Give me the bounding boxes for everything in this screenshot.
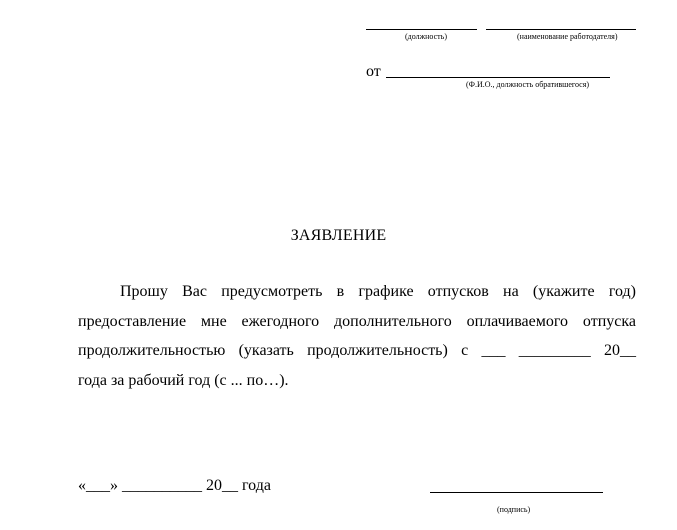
employer-line	[486, 29, 636, 30]
from-label: от	[366, 63, 381, 80]
body-line-3: продолжительностью (указать продолжительность) с ___ _________ 20__	[78, 342, 636, 359]
date-line: «___» __________ 20__ года	[78, 477, 271, 494]
body-line-2: предоставление мне ежегодного дополнительного оплачиваемого отпуска	[78, 313, 636, 330]
applicant-caption: (Ф.И.О., должность обратившегося)	[466, 80, 590, 89]
document-title: ЗАЯВЛЕНИЕ	[290, 227, 387, 244]
position-caption: (должность)	[405, 32, 447, 41]
applicant-line	[386, 77, 610, 78]
signature-caption: (подпись)	[497, 505, 531, 514]
position-line	[366, 29, 477, 30]
body-line-1: Прошу Вас предусмотреть в графике отпусков на (укажите год)	[120, 283, 636, 300]
body-line-4: года за рабочий год (с ... по…).	[78, 372, 289, 389]
signature-line	[430, 492, 603, 493]
employer-caption: (наименование работодателя)	[517, 32, 618, 41]
